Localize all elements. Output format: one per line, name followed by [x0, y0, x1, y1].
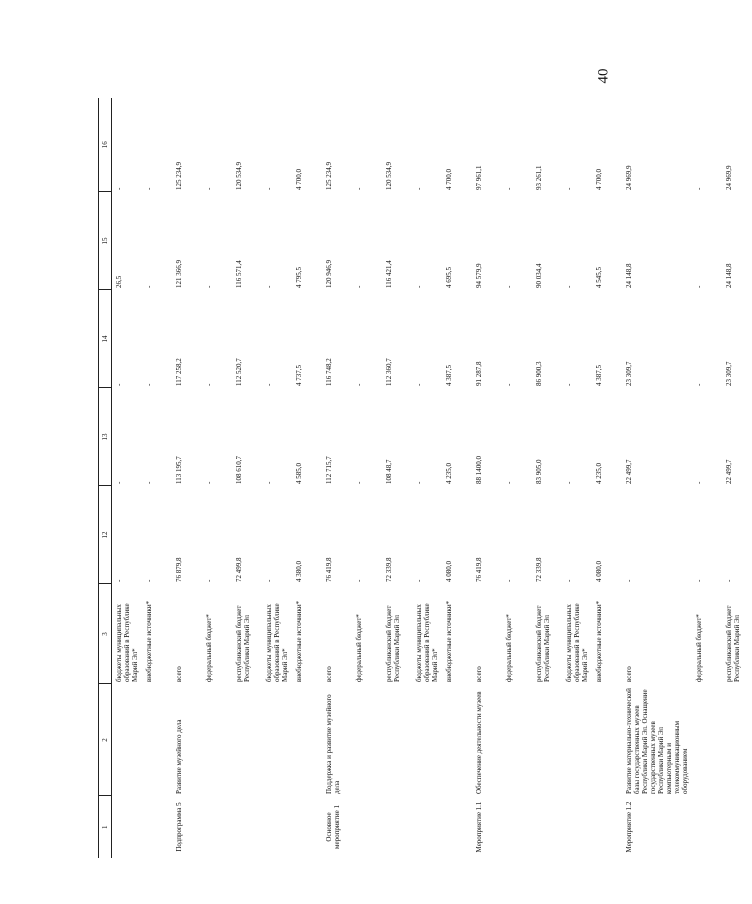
row-value-cell: 108 610,7 — [235, 456, 243, 484]
row-funding-source: республиканский бюджет Республики Марий Эл — [725, 605, 741, 682]
row-value-cell: 108 48,7 — [385, 459, 393, 484]
row-funding-source: федеральный бюджет* — [695, 614, 703, 682]
row-value-cell: 88 1400,0 — [475, 456, 483, 484]
row-value-cell: - — [265, 285, 273, 288]
row-value-cell: 4 387,5 — [595, 365, 603, 386]
row-value-cell: 4 585,0 — [295, 463, 303, 484]
row-funding-source: всего — [325, 666, 333, 682]
row-value-cell: - — [265, 383, 273, 386]
row-funding-source: федеральный бюджет* — [205, 614, 213, 682]
row-program-name — [112, 684, 143, 796]
row-value-cell: - — [145, 187, 153, 190]
row-program-code — [562, 796, 592, 858]
row-value-cell: 76 419,8 — [325, 557, 333, 582]
row-value-cell: 116 748,2 — [325, 358, 333, 386]
row-funding-source: внебюджетные источники* — [595, 600, 603, 682]
row-program-code — [352, 796, 382, 858]
row-value-cell: 4 737,5 — [295, 365, 303, 386]
row-value-cell: - — [415, 579, 423, 582]
row-program-code: Мероприятие 1.1 — [475, 801, 483, 853]
row-value-cell: 22 499,7 — [725, 459, 733, 484]
header-col-1: 1 — [99, 796, 112, 858]
row-funding-source: федеральный бюджет* — [505, 614, 513, 682]
row-value-cell: 76 879,8 — [175, 557, 183, 582]
row-value-cell: - — [115, 579, 123, 582]
row-program-name — [352, 684, 382, 796]
table-row — [112, 98, 143, 858]
table-body — [112, 98, 752, 858]
row-value-cell: 97 961,1 — [475, 165, 483, 190]
header-col-3: 3 — [99, 584, 112, 684]
row-value-cell: - — [355, 285, 363, 288]
row-program-code — [112, 796, 143, 858]
header-col-13: 13 — [99, 388, 112, 486]
header-col-16: 16 — [99, 98, 112, 192]
row-value-cell: 4 700,0 — [595, 169, 603, 190]
row-value-cell: - — [565, 481, 573, 484]
row-value-cell: 116 571,4 — [235, 260, 243, 288]
table-row — [232, 98, 262, 858]
row-program-name — [262, 684, 292, 796]
row-value-cell: 72 499,8 — [235, 557, 243, 582]
row-value-cell: - — [565, 285, 573, 288]
row-program-name — [562, 684, 592, 796]
row-value-cell: 125 234,9 — [175, 162, 183, 190]
row-value-cell: 112 520,7 — [235, 358, 243, 386]
table-row — [412, 98, 442, 858]
row-value-cell: - — [205, 579, 213, 582]
row-value-cell: - — [355, 187, 363, 190]
table-header — [99, 98, 112, 858]
page-number: 40 — [595, 68, 612, 84]
table-row — [142, 98, 172, 858]
row-funding-source: всего — [625, 666, 633, 682]
table-row — [382, 98, 412, 858]
budget-table — [98, 98, 752, 858]
row-program-name — [142, 684, 172, 796]
row-value-cell: - — [415, 481, 423, 484]
row-value-cell: 26,5 — [115, 275, 123, 288]
row-program-name — [502, 684, 532, 796]
row-value-cell: 120 534,9 — [385, 162, 393, 190]
row-funding-source: федеральный бюджет* — [355, 614, 363, 682]
row-value-cell: 112 360,7 — [385, 358, 393, 386]
row-value-cell: 4 380,0 — [295, 561, 303, 582]
row-program-name: Развитие музейного дела — [175, 719, 183, 794]
row-value-cell: 90 034,4 — [535, 263, 543, 288]
row-value-cell: 116 421,4 — [385, 260, 393, 288]
row-program-code: Основное мероприятие 1 — [325, 805, 341, 849]
row-value-cell: 4 695,5 — [445, 267, 453, 288]
row-value-cell: 4 080,0 — [595, 561, 603, 582]
row-value-cell: 4 545,5 — [595, 267, 603, 288]
table-row — [202, 98, 232, 858]
row-value-cell: 91 287,8 — [475, 361, 483, 386]
row-value-cell: 120 946,9 — [325, 260, 333, 288]
row-value-cell: 4 795,5 — [295, 267, 303, 288]
row-value-cell: - — [145, 481, 153, 484]
row-value-cell: 4 700,0 — [295, 169, 303, 190]
row-program-name — [232, 684, 262, 796]
table-row — [722, 98, 752, 858]
table-row — [562, 98, 592, 858]
table-row — [622, 98, 692, 858]
row-program-name — [382, 684, 412, 796]
row-value-cell: - — [695, 285, 703, 288]
row-value-cell: 83 905,0 — [535, 459, 543, 484]
row-value-cell: - — [505, 579, 513, 582]
table-row — [502, 98, 532, 858]
row-value-cell: - — [115, 383, 123, 386]
row-value-cell: - — [415, 285, 423, 288]
row-program-name: Поддержка и развитие музейного дела — [325, 694, 341, 794]
row-funding-source: бюджеты муниципальных образований в Республике Марий Эл* — [265, 603, 289, 682]
row-value-cell: - — [265, 187, 273, 190]
row-value-cell: - — [415, 383, 423, 386]
row-value-cell: - — [265, 579, 273, 582]
row-program-name — [692, 684, 722, 796]
row-value-cell: - — [695, 579, 703, 582]
row-value-cell: - — [145, 579, 153, 582]
table-row — [322, 98, 352, 858]
row-program-name — [412, 684, 442, 796]
row-value-cell: 4 080,0 — [445, 561, 453, 582]
row-program-code — [292, 796, 322, 858]
row-value-cell: 112 715,7 — [325, 456, 333, 484]
row-value-cell: 24 148,8 — [725, 263, 733, 288]
row-value-cell: 72 339,8 — [535, 557, 543, 582]
row-value-cell: 23 309,7 — [625, 361, 633, 386]
table-row — [352, 98, 382, 858]
row-funding-source: бюджеты муниципальных образований в Республике Марий Эл* — [565, 603, 589, 682]
row-funding-source: внебюджетные источники* — [145, 600, 153, 682]
row-value-cell: - — [565, 187, 573, 190]
row-funding-source: внебюджетные источники* — [445, 600, 453, 682]
row-program-name — [202, 684, 232, 796]
row-program-name — [292, 684, 322, 796]
row-value-cell: - — [505, 285, 513, 288]
row-value-cell: - — [145, 285, 153, 288]
row-value-cell: 94 579,9 — [475, 263, 483, 288]
row-value-cell: - — [265, 481, 273, 484]
row-value-cell: - — [695, 187, 703, 190]
row-program-code — [202, 796, 232, 858]
table-row — [532, 98, 562, 858]
row-program-name — [442, 684, 472, 796]
row-value-cell: 24 148,8 — [625, 263, 633, 288]
header-col-14: 14 — [99, 290, 112, 388]
row-program-code — [142, 796, 172, 858]
row-value-cell: - — [205, 383, 213, 386]
table-row — [472, 98, 502, 858]
table-row — [292, 98, 322, 858]
rotated-table-container — [98, 98, 741, 858]
row-value-cell: - — [565, 383, 573, 386]
row-value-cell: 24 969,9 — [625, 165, 633, 190]
row-value-cell: - — [565, 579, 573, 582]
row-program-code — [722, 796, 752, 858]
row-value-cell: 22 499,7 — [625, 459, 633, 484]
table-row — [262, 98, 292, 858]
row-program-name — [532, 684, 562, 796]
row-value-cell: 76 419,8 — [475, 557, 483, 582]
header-col-15: 15 — [99, 192, 112, 290]
row-value-cell: - — [205, 481, 213, 484]
row-value-cell: 117 258,2 — [175, 358, 183, 386]
row-value-cell: - — [205, 285, 213, 288]
row-value-cell: 113 195,7 — [175, 456, 183, 484]
row-value-cell: - — [145, 383, 153, 386]
table-row — [592, 98, 622, 858]
table-row — [172, 98, 202, 858]
header-col-12: 12 — [99, 486, 112, 584]
row-program-code — [532, 796, 562, 858]
row-value-cell: 121 366,9 — [175, 260, 183, 288]
row-funding-source: внебюджетные источники* — [295, 600, 303, 682]
row-program-code: Подпрограмма 5 — [175, 802, 183, 852]
row-value-cell: - — [355, 579, 363, 582]
row-value-cell: 4 387,5 — [445, 365, 453, 386]
row-value-cell: - — [355, 481, 363, 484]
row-funding-source: республиканский бюджет Республики Марий Эл — [535, 605, 551, 682]
row-funding-source: бюджеты муниципальных образований в Республике Марий Эл* — [415, 603, 439, 682]
row-program-code — [442, 796, 472, 858]
table-row — [442, 98, 472, 858]
row-value-cell: 4 235,0 — [445, 463, 453, 484]
row-program-code — [502, 796, 532, 858]
row-value-cell: - — [355, 383, 363, 386]
row-value-cell: 23 309,7 — [725, 361, 733, 386]
row-value-cell: - — [205, 187, 213, 190]
row-program-code: Мероприятие 1.2 — [625, 801, 633, 853]
row-program-name: Развитие материально-технической базы государственных музеев Республики Марий Эл. Оснащение государственных музеев Республики Марий Эл компьютерным и телекоммуникационным оборудованием — [625, 688, 689, 794]
row-funding-source: всего — [175, 666, 183, 682]
row-value-cell: - — [505, 383, 513, 386]
row-value-cell: - — [505, 481, 513, 484]
row-funding-source: республиканский бюджет Республики Марий Эл — [235, 605, 251, 682]
row-program-code — [412, 796, 442, 858]
row-funding-source: бюджеты муниципальных образований в Республике Марий Эл* — [115, 603, 139, 682]
row-program-code — [382, 796, 412, 858]
row-value-cell: 86 900,3 — [535, 361, 543, 386]
row-program-name — [722, 684, 752, 796]
row-value-cell: - — [695, 383, 703, 386]
row-program-name: Обеспечение деятельности музеев — [475, 691, 483, 794]
row-program-code — [262, 796, 292, 858]
row-value-cell: - — [725, 579, 733, 582]
row-value-cell: 120 534,9 — [235, 162, 243, 190]
row-value-cell: 4 700,0 — [445, 169, 453, 190]
row-funding-source: республиканский бюджет Республики Марий Эл — [385, 605, 401, 682]
row-program-code — [592, 796, 622, 858]
row-value-cell: - — [115, 481, 123, 484]
table-row — [692, 98, 722, 858]
row-value-cell: - — [505, 187, 513, 190]
row-program-name — [592, 684, 622, 796]
row-value-cell: - — [695, 481, 703, 484]
row-value-cell: 4 235,0 — [595, 463, 603, 484]
row-value-cell: 24 969,9 — [725, 165, 733, 190]
row-program-code — [232, 796, 262, 858]
row-value-cell: 72 339,8 — [385, 557, 393, 582]
row-program-code — [692, 796, 722, 858]
header-col-2: 2 — [99, 684, 112, 796]
row-value-cell: - — [625, 579, 633, 582]
row-funding-source: всего — [475, 666, 483, 682]
row-value-cell: - — [415, 187, 423, 190]
row-value-cell: 93 261,1 — [535, 165, 543, 190]
row-value-cell: 125 234,9 — [325, 162, 333, 190]
row-value-cell: - — [115, 187, 123, 190]
